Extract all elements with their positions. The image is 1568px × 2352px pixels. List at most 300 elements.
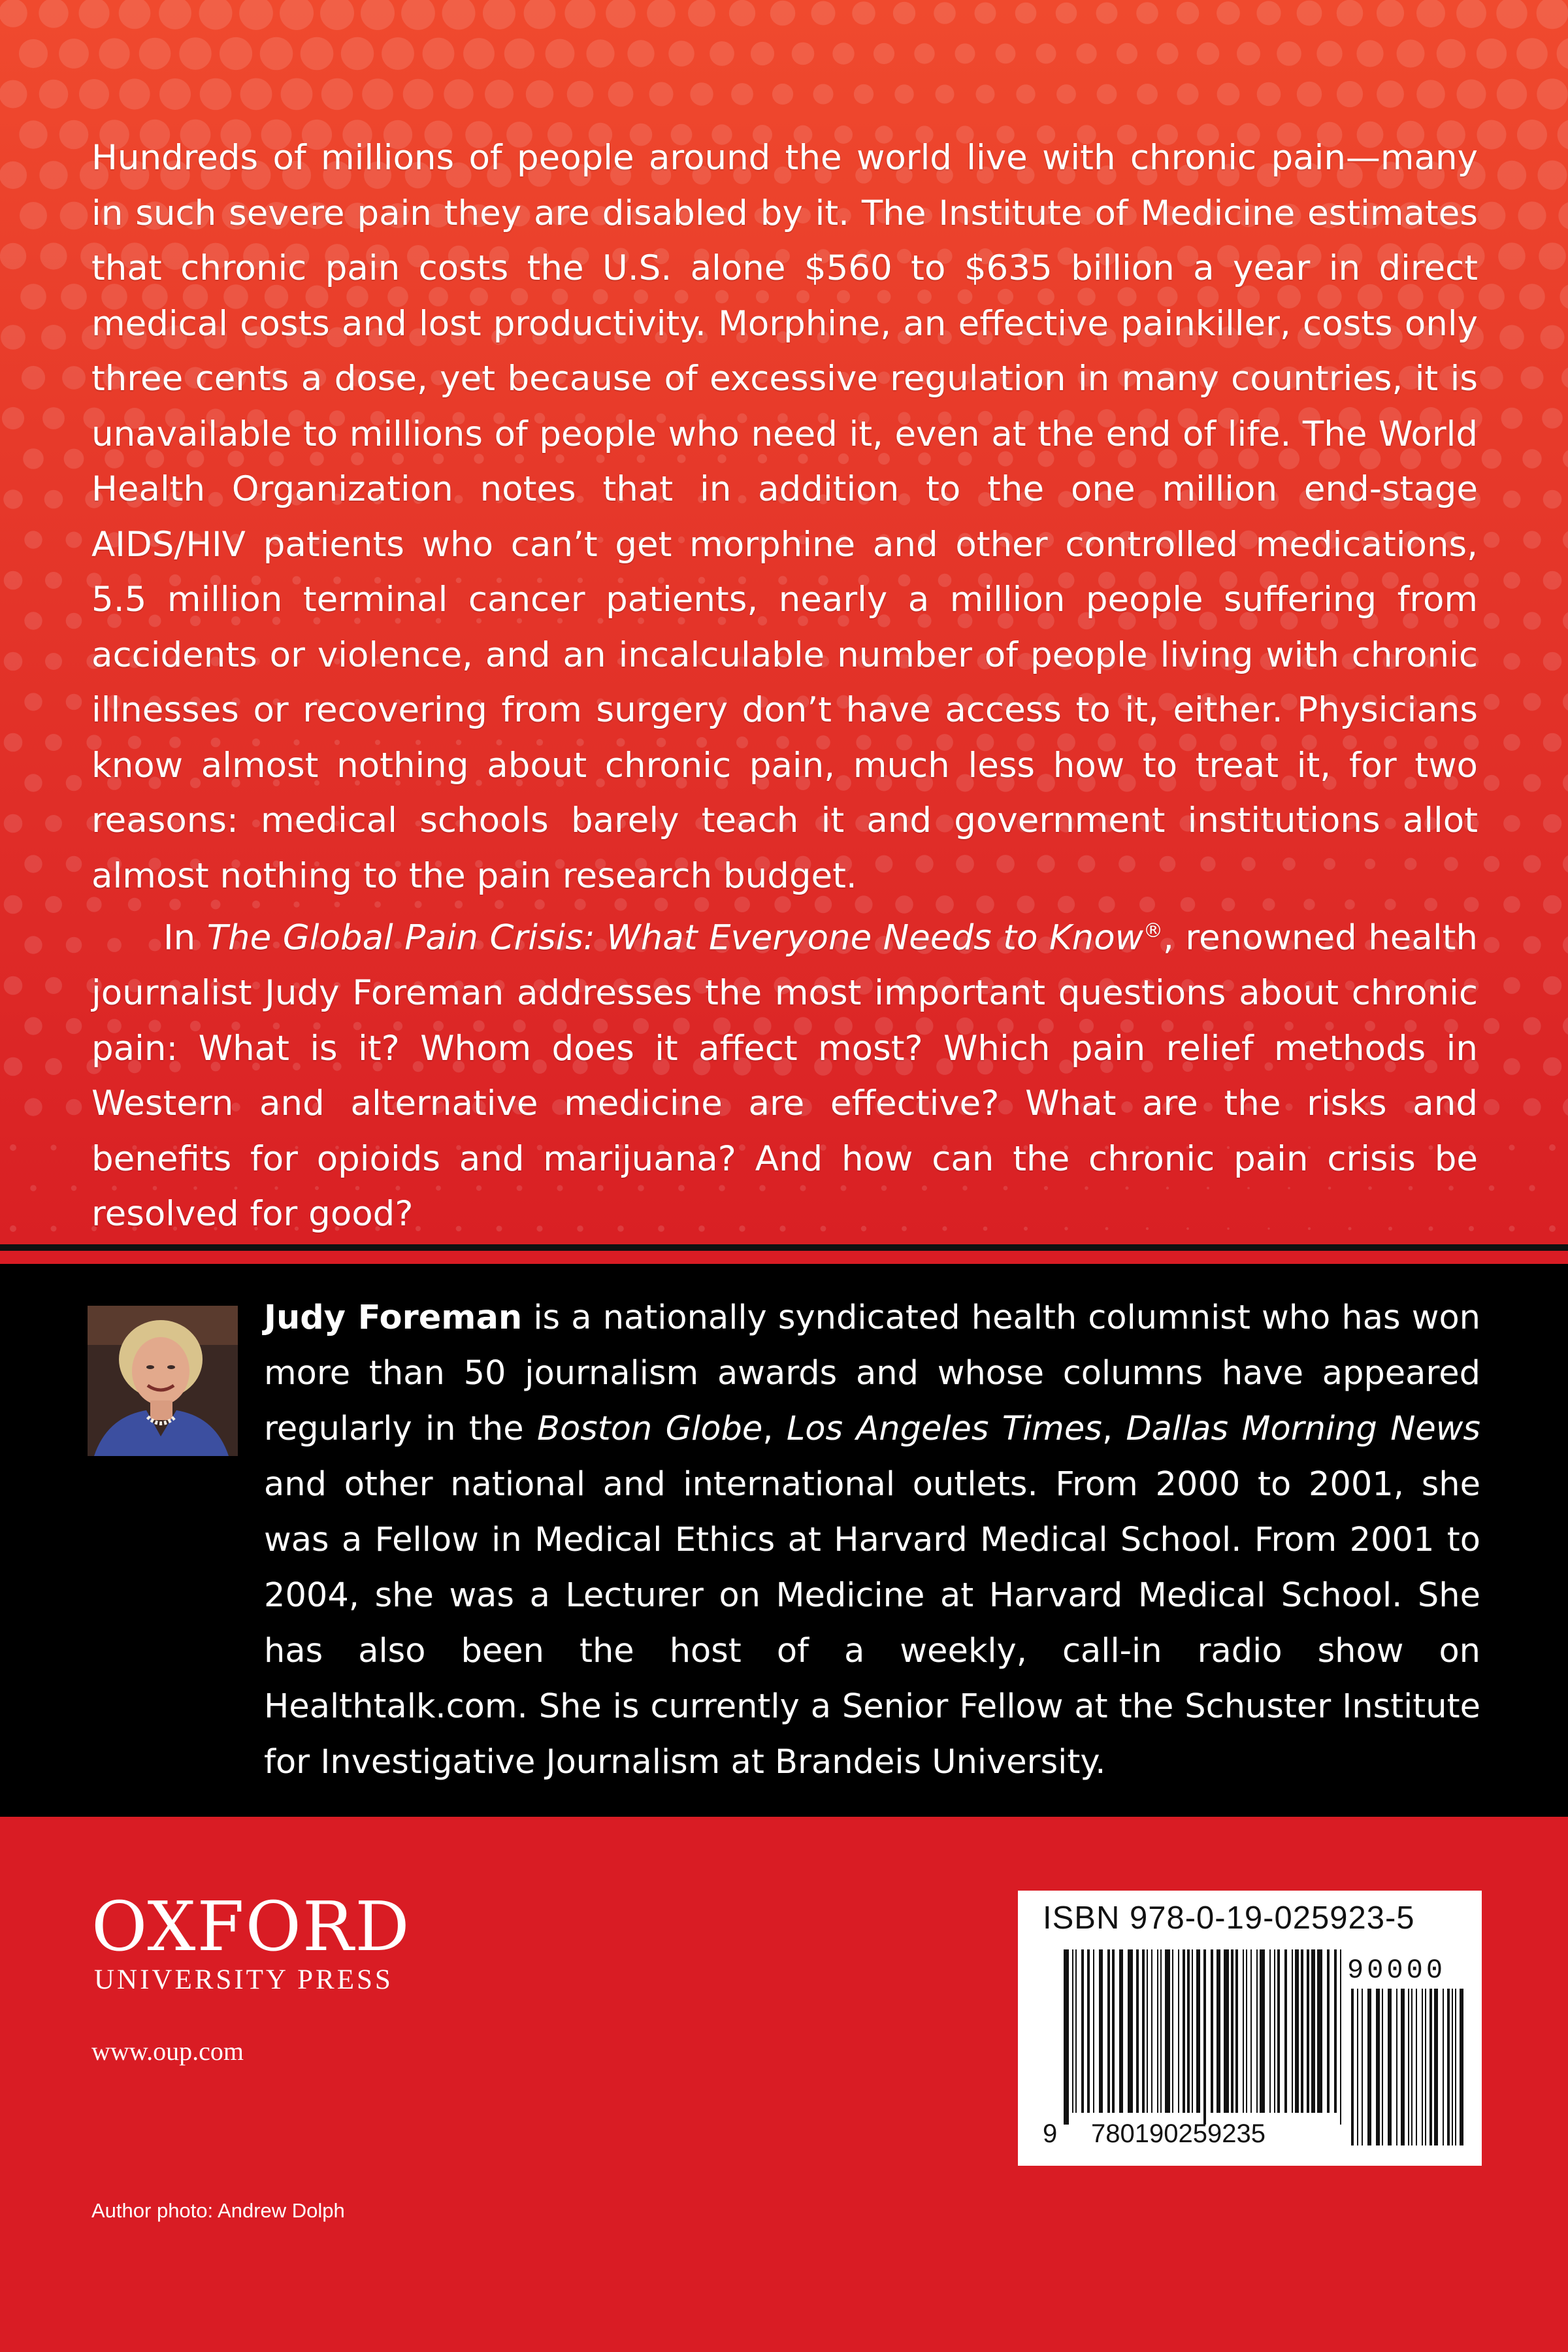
halftone-dot	[1543, 571, 1562, 590]
divider-rule	[0, 1244, 1568, 1251]
halftone-dot	[1499, 325, 1524, 350]
halftone-dot	[1377, 0, 1404, 27]
halftone-dot	[1501, 408, 1523, 429]
halftone-dot	[341, 37, 374, 70]
halftone-dot	[1397, 40, 1425, 68]
halftone-dot	[1503, 815, 1520, 832]
halftone-dot	[19, 120, 47, 148]
halftone-dot	[220, 37, 252, 70]
author-portrait-image	[88, 1306, 238, 1456]
halftone-dot	[792, 42, 815, 65]
halftone-dot	[567, 81, 594, 108]
barcode-bar	[1334, 1949, 1337, 2113]
barcode-bar	[1093, 1949, 1094, 2113]
halftone-dot	[62, 366, 86, 389]
barcode-bar	[1243, 1949, 1244, 2113]
halftone-dot	[1076, 43, 1096, 63]
halftone-dot	[1538, 161, 1567, 190]
barcode-bar	[1317, 1949, 1322, 2113]
addon-barcode-bar	[1401, 1989, 1405, 2145]
halftone-dot	[1503, 734, 1520, 751]
halftone-dot	[1197, 42, 1220, 65]
halftone-dot	[24, 774, 42, 791]
halftone-dot	[66, 775, 82, 791]
halftone-dot	[240, 78, 272, 110]
halftone-dot	[4, 814, 23, 833]
halftone-dot	[485, 80, 514, 108]
halftone-dot	[1484, 613, 1499, 629]
halftone-dot	[19, 39, 48, 68]
halftone-dot	[1484, 856, 1499, 872]
halftone-dot	[608, 82, 634, 107]
halftone-dot	[99, 38, 129, 69]
halftone-dot	[1563, 611, 1568, 631]
halftone-dot	[1522, 449, 1541, 468]
halftone-dot	[1478, 284, 1505, 310]
addon-barcode-bar	[1455, 1989, 1456, 2145]
halftone-dot	[874, 43, 894, 64]
halftone-dot	[4, 895, 23, 914]
halftone-dot	[1056, 3, 1077, 24]
halftone-dot	[139, 38, 171, 70]
barcode-bar	[1211, 1949, 1213, 2113]
barcode-bar	[1256, 1949, 1258, 2113]
halftone-dot	[1543, 490, 1562, 509]
addon-barcode-bar	[1408, 1989, 1409, 2145]
barcode-bar	[1250, 1949, 1252, 2113]
halftone-dot	[1437, 39, 1466, 69]
addon-barcode-bar	[1376, 1989, 1380, 2145]
halftone-dot	[10, 1144, 16, 1151]
halftone-dot	[1256, 1, 1281, 25]
halftone-dot	[30, 1185, 37, 1191]
halftone-dot	[423, 38, 455, 70]
halftone-dot	[2, 407, 24, 429]
halftone-dot	[1557, 38, 1568, 70]
barcode-bar	[1142, 1949, 1145, 2113]
author-photo	[88, 1306, 238, 1456]
halftone-dot	[3, 489, 23, 509]
halftone-dot	[1377, 80, 1404, 108]
halftone-dot	[524, 0, 556, 29]
barcode-bar	[1224, 1949, 1229, 2113]
halftone-dot	[832, 42, 854, 64]
halftone-dot	[1523, 612, 1541, 629]
halftone-dot	[1529, 1185, 1535, 1191]
halftone-dot	[1563, 935, 1568, 955]
barcode-first-digit: 9	[1043, 2119, 1058, 2148]
halftone-dot	[1509, 1226, 1515, 1232]
halftone-dot	[526, 80, 553, 108]
halftone-dot	[24, 1098, 42, 1116]
halftone-dot	[1523, 693, 1541, 710]
halftone-dot	[1541, 325, 1565, 350]
halftone-dot	[362, 78, 393, 110]
barcode-bar	[1151, 1949, 1152, 2113]
barcode-bar	[1183, 1949, 1185, 2113]
halftone-dot	[1137, 84, 1158, 105]
barcode-bar	[1260, 1949, 1265, 2113]
halftone-dot	[546, 39, 575, 69]
halftone-dot	[1560, 284, 1568, 309]
author-name: Judy Foreman	[264, 1299, 523, 1337]
separator: ,	[762, 1410, 787, 1448]
barcode-bar	[1119, 1949, 1123, 2113]
halftone-dot	[1543, 652, 1562, 671]
halftone-dot	[4, 733, 23, 752]
halftone-dot	[179, 37, 211, 69]
halftone-dot	[1498, 242, 1526, 270]
halftone-dot	[606, 0, 636, 28]
halftone-dot	[45, 977, 62, 994]
halftone-dot	[24, 531, 42, 548]
halftone-dot	[66, 532, 82, 548]
halftone-dot	[690, 82, 713, 105]
halftone-dot	[1561, 367, 1568, 389]
halftone-dot	[1337, 0, 1364, 26]
halftone-dot	[45, 572, 62, 589]
halftone-dot	[66, 937, 82, 953]
halftone-dot	[955, 44, 975, 64]
barcode-bar	[1301, 1949, 1303, 2113]
halftone-dot	[649, 82, 674, 107]
halftone-dot	[894, 84, 913, 103]
halftone-dot	[1056, 84, 1076, 104]
halftone-dot	[813, 84, 834, 105]
halftone-dot	[1416, 80, 1445, 108]
barcode-bar	[1196, 1949, 1200, 2113]
halftone-dot	[1117, 43, 1137, 64]
publisher-website-link[interactable]: www.oup.com	[91, 2036, 244, 2066]
halftone-dot	[1523, 1098, 1541, 1116]
halftone-dot	[975, 3, 996, 24]
halftone-dot	[976, 85, 995, 104]
barcode-bar	[1064, 1949, 1069, 2125]
barcode-bar	[1160, 1949, 1162, 2113]
addon-barcode-bar	[1357, 1989, 1358, 2145]
halftone-dot	[20, 284, 46, 310]
halftone-dot	[1549, 1144, 1556, 1151]
halftone-dot	[40, 242, 67, 269]
halftone-dot	[79, 79, 109, 109]
halftone-dot	[1177, 83, 1198, 105]
halftone-dot	[60, 202, 88, 230]
halftone-dot	[1096, 3, 1118, 24]
halftone-dot	[1337, 81, 1363, 107]
halftone-dot	[688, 0, 715, 27]
oxford-logo-subtitle: UNIVERSITY PRESS	[94, 1964, 393, 1995]
halftone-dot	[1543, 733, 1562, 752]
halftone-dot	[159, 78, 191, 110]
addon-barcode-bar	[1362, 1989, 1363, 2145]
barcode-bar	[1128, 1949, 1133, 2113]
halftone-dot	[1563, 1097, 1568, 1117]
barcode-bar	[1231, 1949, 1233, 2113]
synopsis-p2-intro: In	[163, 918, 207, 958]
halftone-dot	[1496, 0, 1527, 29]
halftone-dot	[260, 37, 293, 71]
halftone-dot	[361, 0, 395, 30]
halftone-dot	[39, 0, 68, 28]
halftone-dot	[1478, 202, 1506, 230]
halftone-dot	[996, 44, 1016, 64]
halftone-dot	[1489, 1185, 1495, 1191]
halftone-dot	[321, 78, 353, 110]
halftone-dot	[1457, 80, 1486, 109]
halftone-dot	[64, 449, 84, 469]
synopsis-paragraph-2	[91, 904, 1478, 1242]
halftone-dot	[1563, 854, 1568, 874]
publication-dallas-morning-news: Dallas Morning News	[1126, 1410, 1480, 1448]
barcode-bar	[1217, 1949, 1220, 2113]
addon-barcode-bar	[1411, 1989, 1413, 2145]
halftone-dot	[1523, 855, 1541, 872]
halftone-dot	[45, 896, 62, 913]
halftone-dot	[1356, 40, 1383, 67]
barcode-bar	[1172, 1949, 1173, 2113]
author-bio-part-1: is a nationally syndicated health columnist who has won more than 50 journalism awards and whose columns have appeared regularly in the	[264, 1299, 1480, 1448]
halftone-dot	[159, 0, 191, 29]
halftone-dot	[1015, 3, 1037, 24]
halftone-dot	[772, 84, 793, 105]
barcode-bar	[1107, 1949, 1110, 2113]
registered-mark: ®	[1143, 919, 1164, 942]
halftone-dot	[0, 161, 27, 189]
halftone-dot	[710, 41, 734, 66]
halftone-dot	[586, 39, 614, 67]
halftone-dot	[403, 79, 434, 110]
author-bio-part-2: and other national and international outlets. From 2000 to 2001, she was a Fellow in Medical Ethics at Harvard Medical School. From 2001 to 2004, she was a Lecturer on Medicine at Harvard Medical School. She has also been the host of a weekly, call-in radio show on Healthtalk.com. She is currently a Senior Fellow at the Schuster Institute for Investigative Journalism at Brandeis University.	[264, 1465, 1480, 1781]
publication-la-times: Los Angeles Times	[786, 1410, 1102, 1448]
barcode-digits: 780190259235	[1091, 2119, 1266, 2148]
halftone-dot	[934, 2, 956, 24]
halftone-dot	[731, 83, 753, 105]
barcode-bar	[1075, 1949, 1077, 2113]
halftone-dot	[59, 120, 89, 150]
barcode-bar	[1307, 1949, 1309, 2113]
barcode-bar	[1284, 1949, 1287, 2113]
synopsis-text	[91, 131, 1478, 1242]
halftone-dot	[627, 40, 654, 67]
halftone-dot	[647, 0, 676, 27]
barcode-bar	[1157, 1949, 1158, 2113]
halftone-dot	[280, 0, 314, 30]
halftone-dot	[444, 79, 473, 108]
barcode-bar	[1099, 1949, 1103, 2113]
halftone-dot	[1503, 491, 1521, 508]
halftone-dot	[1484, 532, 1500, 548]
halftone-dot	[1517, 120, 1547, 150]
barcode-bar	[1340, 1949, 1341, 2125]
halftone-dot	[41, 325, 66, 350]
halftone-dot	[1036, 44, 1056, 64]
barcode-bar	[1165, 1949, 1170, 2113]
halftone-dot	[1497, 79, 1527, 109]
barcode-bar	[1269, 1949, 1271, 2113]
barcode-bar	[1178, 1949, 1179, 2113]
halftone-dot	[893, 2, 915, 24]
halftone-dot	[66, 1018, 82, 1035]
halftone-dot	[1456, 0, 1486, 28]
halftone-dot	[4, 1057, 23, 1076]
halftone-dot	[811, 1, 836, 25]
halftone-dot	[59, 39, 89, 69]
halftone-dot	[4, 976, 23, 995]
halftone-dot	[1477, 39, 1507, 69]
halftone-dot	[463, 38, 495, 69]
barcode-bar	[1112, 1949, 1115, 2113]
addon-barcode-bar	[1382, 1989, 1383, 2145]
barcode-bar	[1235, 1949, 1238, 2113]
halftone-dot	[1416, 0, 1445, 27]
addon-barcode-bar	[1388, 1989, 1392, 2145]
halftone-dot	[66, 613, 82, 629]
barcode-bar	[1081, 1949, 1084, 2113]
halftone-dot	[1097, 84, 1117, 105]
barcode-bar	[1203, 1949, 1206, 2125]
halftone-dot	[301, 37, 334, 71]
halftone-dot	[281, 78, 313, 110]
halftone-dot	[45, 653, 62, 670]
halftone-dot	[1503, 977, 1520, 994]
halftone-dot	[1523, 774, 1541, 791]
halftone-dot	[668, 41, 694, 67]
barcode-bar	[1327, 1949, 1330, 2113]
barcode-bar	[1295, 1949, 1299, 2113]
halftone-dot	[10, 1225, 16, 1232]
halftone-dot	[39, 161, 67, 189]
isbn-label: ISBN 978-0-19-025923-5	[1043, 1900, 1415, 1936]
halftone-dot	[1257, 82, 1281, 107]
halftone-dot	[24, 855, 42, 872]
halftone-dot	[39, 80, 69, 109]
halftone-dot	[729, 0, 755, 26]
price-addon-digits: 90000	[1347, 1955, 1446, 1986]
halftone-dot	[1503, 1058, 1520, 1075]
halftone-dot	[504, 39, 534, 69]
addon-barcode-bar	[1425, 1989, 1426, 2145]
halftone-dot	[1477, 120, 1507, 150]
halftone-dot	[1563, 692, 1568, 712]
halftone-dot	[1563, 449, 1568, 469]
addon-barcode-bar	[1460, 1989, 1463, 2145]
publisher-section	[0, 1817, 1568, 2352]
halftone-dot	[239, 0, 273, 30]
halftone-dot	[1016, 84, 1035, 103]
halftone-dot	[1, 325, 25, 350]
halftone-dot	[1563, 1016, 1568, 1036]
halftone-dot	[45, 1058, 62, 1075]
halftone-dot	[1543, 976, 1562, 995]
author-bio	[264, 1290, 1480, 1790]
book-title: The Global Pain Crisis: What Everyone Needs to Know	[206, 918, 1144, 958]
halftone-dot	[66, 1099, 82, 1116]
halftone-dot	[200, 78, 232, 110]
halftone-dot	[1503, 572, 1520, 589]
halftone-dot	[1503, 653, 1520, 670]
halftone-dot	[44, 490, 63, 509]
halftone-dot	[852, 1, 875, 25]
halftone-dot	[1156, 42, 1178, 64]
author-photo-credit: Author photo: Andrew Dolph	[91, 2199, 345, 2222]
addon-barcode-bar	[1443, 1989, 1444, 2145]
halftone-dot	[199, 0, 233, 30]
halftone-dot	[1316, 41, 1342, 66]
barcode-bar	[1277, 1949, 1280, 2113]
halftone-dot	[45, 734, 62, 751]
halftone-dot	[24, 693, 42, 710]
halftone-dot	[71, 1185, 77, 1191]
halftone-dot	[751, 42, 774, 65]
isbn-barcode	[1018, 1891, 1482, 2166]
halftone-dot	[1136, 2, 1158, 24]
barcode-bar	[1311, 1949, 1315, 2113]
halftone-dot	[1549, 1225, 1556, 1232]
halftone-dot	[51, 1145, 57, 1151]
synopsis-p2-rest: , renowned health journalist Judy Foreman addresses the most important questions about chronic pain: What is it? Whom does it affect most? Which pain relief methods in Western and alternative medicine are effective? What are the risks and benefits for opioids and marijuana? And how can the chronic pain crisis be resolved for good?	[91, 918, 1478, 1234]
barcode-bar	[1072, 1949, 1073, 2113]
publication-boston-globe: Boston Globe	[536, 1410, 763, 1448]
author-section	[0, 1264, 1568, 1817]
halftone-dot	[24, 936, 42, 953]
halftone-dot	[1480, 366, 1503, 389]
halftone-dot	[45, 815, 62, 832]
halftone-dot	[1537, 78, 1567, 109]
halftone-dot	[1543, 895, 1562, 914]
barcode-bar	[1147, 1949, 1148, 2113]
addon-barcode-bar	[1367, 1989, 1371, 2145]
halftone-dot	[483, 0, 515, 29]
halftone-dot	[61, 284, 87, 310]
oxford-logo: OXFORD	[91, 1887, 411, 1966]
halftone-dot	[4, 652, 23, 671]
halftone-dot	[1297, 1, 1322, 26]
halftone-dot	[4, 571, 23, 590]
halftone-dot	[1297, 82, 1322, 107]
addon-barcode-bar	[1429, 1989, 1432, 2145]
halftone-dot	[24, 612, 42, 629]
halftone-dot	[1523, 1017, 1541, 1035]
halftone-dot	[1484, 1018, 1499, 1034]
addon-barcode-bar	[1351, 1989, 1354, 2145]
halftone-dot	[0, 243, 26, 269]
halftone-dot	[1503, 896, 1520, 913]
halftone-dot	[1482, 449, 1502, 469]
barcode-bar	[1192, 1949, 1193, 2113]
halftone-dot	[1558, 201, 1568, 229]
halftone-dot	[1542, 408, 1563, 429]
halftone-dot	[1217, 1, 1240, 25]
halftone-dot	[0, 0, 27, 27]
separator: ,	[1102, 1410, 1126, 1448]
halftone-dot	[23, 448, 44, 469]
halftone-dot	[1539, 242, 1566, 270]
halftone-dot	[79, 0, 110, 29]
halftone-dot	[1543, 814, 1562, 833]
halftone-dot	[1558, 120, 1568, 150]
barcode-bar	[1087, 1949, 1090, 2113]
halftone-dot	[1519, 284, 1545, 310]
barcode-bar	[1246, 1949, 1247, 2113]
synopsis-paragraph-1: Hundreds of millions of people around the world live with chronic pain—many in such severe pain they are disabled by it. The Institute of Medicine estimates that chronic pain costs the U.S. alone $560 to $635 billion a year in direct medical costs and lost productivity. Morphine, an effective painkiller, costs only three cents a dose, yet because of excessive regulation in many countries, it is unavailable to millions of people who need it, even at the end of life. The World Health Organization notes that in addition to the one million end-stage AIDS/HIV patients who can’t get morphine and other controlled medications, 5.5 million terminal cancer patients, nearly a million people suffering from accidents or violence, and an incalculable number of people living with chronic illnesses or recovering from surgery don’t have access to it, either. Physicians know almost nothing about chronic pain, much less how to treat it, for two reasons: medical schools barely teach it and government institutions allot almost nothing to the pain research budget.	[91, 138, 1478, 896]
halftone-dot	[1543, 1057, 1562, 1076]
halftone-dot	[1537, 0, 1568, 29]
halftone-dot	[1217, 83, 1240, 106]
halftone-dot	[1518, 201, 1546, 229]
halftone-dot	[1521, 367, 1544, 389]
halftone-dot	[51, 1226, 57, 1232]
halftone-dot	[442, 0, 476, 30]
